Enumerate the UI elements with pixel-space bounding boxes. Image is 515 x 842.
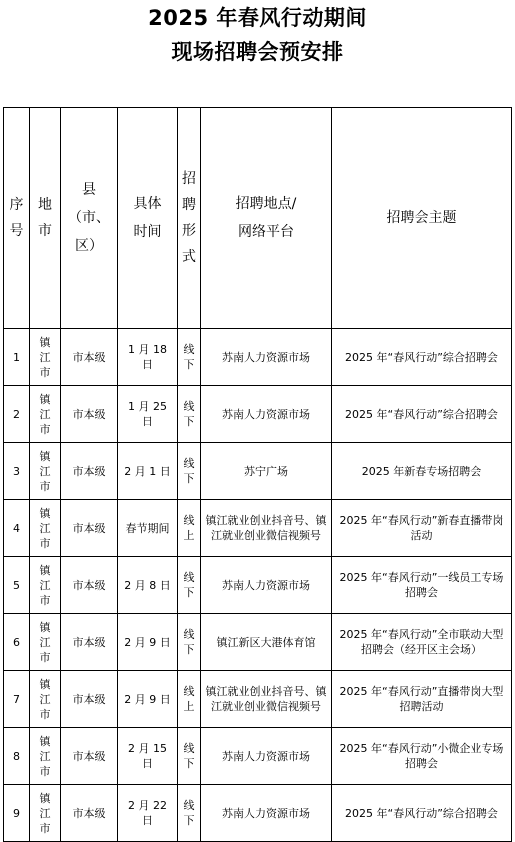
- cell-form: 线下: [178, 728, 201, 785]
- cell-city: 镇江市: [30, 614, 61, 671]
- table-row: [4, 728, 512, 785]
- cell-county: 市本级: [61, 557, 118, 614]
- cell-county: 市本级: [61, 671, 118, 728]
- cell-time: 2 月 15 日: [118, 728, 178, 785]
- cell-city: 镇江市: [30, 329, 61, 386]
- cell-theme: 2025 年“春风行动”全市联动大型招聘会（经开区主会场）: [332, 614, 512, 671]
- cell-serial-number: 9: [4, 785, 30, 842]
- cell-city: 镇江市: [30, 671, 61, 728]
- cell-theme: 2025 年“春风行动”综合招聘会: [332, 329, 512, 386]
- cell-venue: 苏宁广场: [201, 443, 332, 500]
- cell-city: 镇江市: [30, 443, 61, 500]
- cell-city: 镇江市: [30, 785, 61, 842]
- header-time-line-2: 时间: [133, 224, 162, 240]
- document-title-line-1: 2025 年春风行动期间: [148, 6, 367, 30]
- cell-theme: 2025 年新春专场招聘会: [332, 443, 512, 500]
- table-row: [4, 386, 512, 443]
- cell-county: 市本级: [61, 386, 118, 443]
- table-row: [4, 557, 512, 614]
- cell-theme: 2025 年“春风行动”小微企业专场招聘会: [332, 728, 512, 785]
- header-city: 地市: [30, 108, 61, 329]
- header-time: [118, 108, 178, 329]
- header-county: [61, 108, 118, 329]
- document-title-line-2: 现场招聘会预安排: [171, 40, 344, 64]
- header-recruitment-form: 招聘形式: [178, 108, 201, 329]
- cell-city: 镇江市: [30, 500, 61, 557]
- cell-venue: 镇江就业创业抖音号、镇江就业创业微信视频号: [201, 500, 332, 557]
- cell-venue: 苏南人力资源市场: [201, 557, 332, 614]
- header-county-line-1: 县: [82, 182, 96, 198]
- cell-county: 市本级: [61, 728, 118, 785]
- cell-serial-number: 6: [4, 614, 30, 671]
- header-row: [4, 108, 512, 329]
- cell-county: 市本级: [61, 614, 118, 671]
- header-county-line-3: 区）: [75, 238, 103, 254]
- cell-form: 线下: [178, 443, 201, 500]
- cell-venue: 苏南人力资源市场: [201, 785, 332, 842]
- cell-time: 2 月 8 日: [118, 557, 178, 614]
- header-serial-number: 序号: [4, 108, 30, 329]
- cell-venue: 苏南人力资源市场: [201, 386, 332, 443]
- cell-time: 2 月 1 日: [118, 443, 178, 500]
- cell-city: 镇江市: [30, 386, 61, 443]
- header-county-line-2: （市、: [68, 210, 110, 226]
- cell-time: 1 月 18 日: [118, 329, 178, 386]
- header-time-line-1: 具体: [133, 196, 162, 212]
- cell-form: 线上: [178, 500, 201, 557]
- cell-venue: 镇江就业创业抖音号、镇江就业创业微信视频号: [201, 671, 332, 728]
- cell-venue: 苏南人力资源市场: [201, 329, 332, 386]
- cell-form: 线下: [178, 614, 201, 671]
- cell-venue: 镇江新区大港体育馆: [201, 614, 332, 671]
- cell-county: 市本级: [61, 785, 118, 842]
- table-row: [4, 329, 512, 386]
- header-theme: 招聘会主题: [332, 108, 512, 329]
- cell-form: 线下: [178, 785, 201, 842]
- cell-serial-number: 1: [4, 329, 30, 386]
- cell-form: 线下: [178, 557, 201, 614]
- cell-city: 镇江市: [30, 728, 61, 785]
- cell-county: 市本级: [61, 443, 118, 500]
- cell-time: 2 月 22 日: [118, 785, 178, 842]
- cell-form: 线上: [178, 671, 201, 728]
- cell-county: 市本级: [61, 329, 118, 386]
- cell-time: 2 月 9 日: [118, 671, 178, 728]
- cell-theme: 2025 年“春风行动”新春直播带岗活动: [332, 500, 512, 557]
- cell-form: 线下: [178, 386, 201, 443]
- cell-serial-number: 2: [4, 386, 30, 443]
- cell-serial-number: 3: [4, 443, 30, 500]
- header-venue-line-2: 网络平台: [238, 224, 294, 240]
- cell-serial-number: 7: [4, 671, 30, 728]
- cell-theme: 2025 年“春风行动”综合招聘会: [332, 386, 512, 443]
- header-venue: [201, 108, 332, 329]
- job-fair-schedule-table: [3, 107, 512, 842]
- table-row: [4, 671, 512, 728]
- cell-venue: 苏南人力资源市场: [201, 728, 332, 785]
- cell-serial-number: 4: [4, 500, 30, 557]
- cell-time: 春节期间: [118, 500, 178, 557]
- table-row: [4, 443, 512, 500]
- cell-theme: 2025 年“春风行动”综合招聘会: [332, 785, 512, 842]
- cell-city: 镇江市: [30, 557, 61, 614]
- cell-time: 2 月 9 日: [118, 614, 178, 671]
- cell-theme: 2025 年“春风行动”一线员工专场招聘会: [332, 557, 512, 614]
- cell-serial-number: 5: [4, 557, 30, 614]
- cell-theme: 2025 年“春风行动”直播带岗大型招聘活动: [332, 671, 512, 728]
- header-venue-line-1: 招聘地点/: [235, 196, 297, 212]
- cell-county: 市本级: [61, 500, 118, 557]
- cell-serial-number: 8: [4, 728, 30, 785]
- cell-form: 线下: [178, 329, 201, 386]
- table-row: [4, 500, 512, 557]
- table-row: [4, 614, 512, 671]
- table-row: [4, 785, 512, 842]
- cell-time: 1 月 25 日: [118, 386, 178, 443]
